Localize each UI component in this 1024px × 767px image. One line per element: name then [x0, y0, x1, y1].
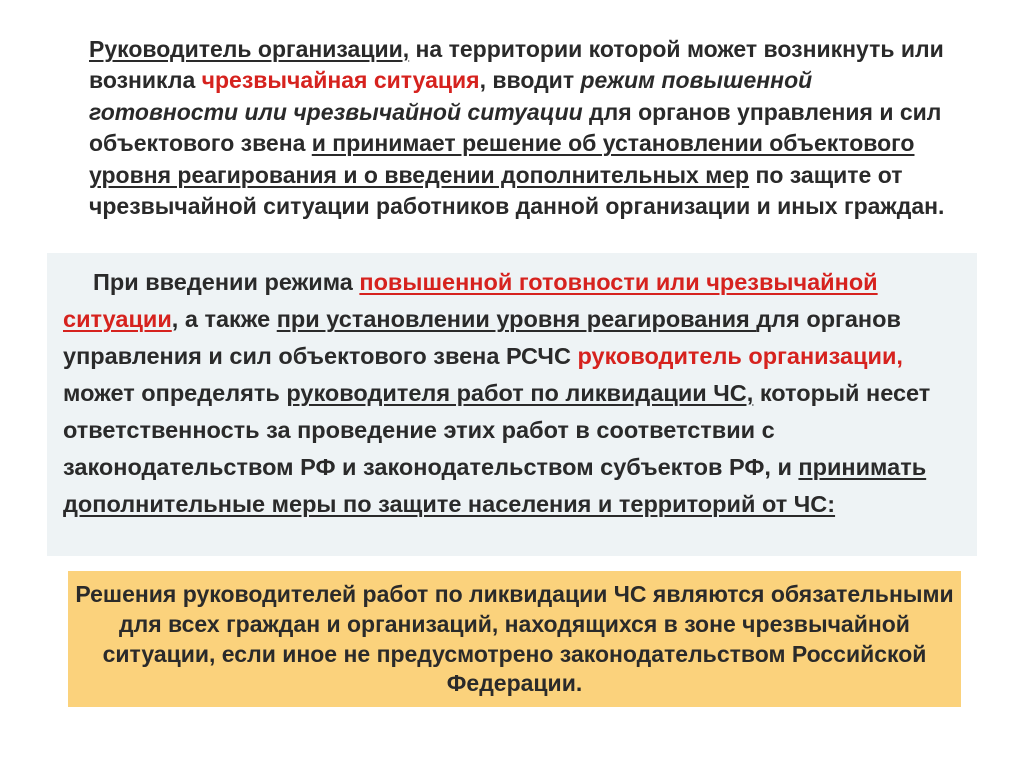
text-span: , а также	[171, 306, 277, 332]
text-span: При введении режима	[93, 269, 360, 295]
text-span: Руководитель организации,	[89, 36, 410, 62]
text-span: по защите от чрезвычайной ситуации работников данной организации и иных граждан.	[89, 161, 945, 220]
paragraph-emergency-regime	[63, 264, 963, 523]
text-span-red-underlined: повышенной готовности или чрезвычайной ситуации	[63, 269, 878, 332]
text-span: для органов управления и сил объектового звена	[89, 98, 942, 157]
text-span: для органов управления и сил объектового звена РСЧС	[63, 306, 901, 369]
paragraph-decisions-binding: Решения руководителей работ по ликвидации ЧС являются обязательными для всех граждан и организаций, находящихся в зоне чрезвычайной ситуации, если иное не предусмотрено законодательством Российской Федерации.	[75, 581, 954, 697]
text-span-underlined: руководителя работ по ликвидации ЧС,	[286, 380, 754, 406]
text-span-underlined: и принимает решение об установлении объектового уровня реагирования и о введении дополнительных мер	[89, 130, 915, 188]
text-span-underlined: принимать дополнительные меры по защите населения и территорий от ЧС:	[63, 454, 927, 517]
text-span: , вводит	[479, 67, 581, 94]
text-span: который несет ответственность за проведение этих работ в соответствии с законодательством РФ и законодательством субъектов РФ, и	[63, 380, 931, 480]
text-span-underlined: при установлении уровня реагирования	[276, 306, 757, 332]
text-span-red: руководитель организации,	[577, 343, 903, 369]
text-span: на территории которой может возникнуть или возникла	[89, 36, 944, 94]
paragraph-leader-duties	[89, 34, 959, 222]
text-span-italic: режим повышенной готовности или чрезвычайной ситуации	[89, 67, 813, 125]
text-span-red: чрезвычайная ситуация	[201, 67, 480, 94]
text-span: может определять	[63, 380, 287, 406]
